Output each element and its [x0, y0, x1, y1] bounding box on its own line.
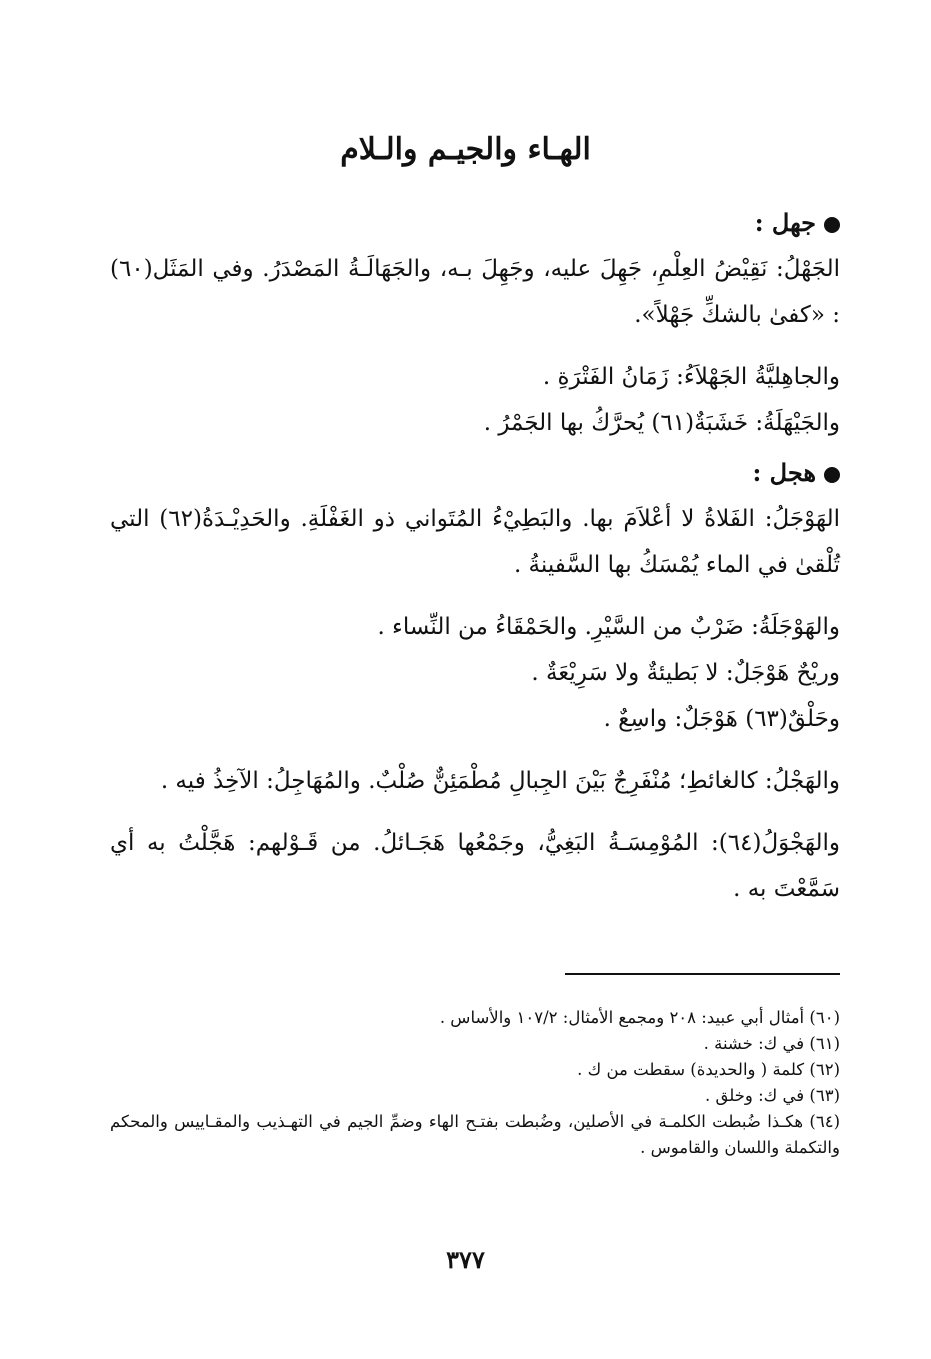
entry-jahl	[110, 200, 840, 446]
section-title: الهـاء والجيـم والـلام	[340, 132, 591, 167]
footnote: (٦٣) في ك: وخلق .	[704, 1086, 840, 1105]
entry-text: والجاهِليَّةُ الجَهْلاَءُ: زَمَانُ الفَتْرَةِ .	[542, 364, 840, 390]
entry-text: والهَجْلُ: كالغائطِ؛ مُنْفَرِجٌ بَيْنَ الجِبالِ مُطْمَئِنٌّ صُلْبٌ. والمُهَاجِلُ: الآخِذُ فيه .	[160, 768, 840, 794]
entry-text: الجَهْلُ: نَقِيْضُ العِلْمِ، جَهِلَ عليه، وجَهِلَ بـه، والجَهَالَـةُ المَصْدَرُ. وفي المَثَل(٦٠) : «كفىٰ بالشكِّ جَهْلاً».	[110, 256, 840, 328]
entry-heading: هجل :	[110, 450, 840, 496]
entry-text: والهَوْجَلَةُ: ضَرْبٌ من السَّيْرِ. والحَمْقَاءُ من النِّساء .	[377, 614, 840, 640]
bullet-icon	[824, 467, 840, 483]
footnote: (٦١) في ك: خشنة .	[703, 1034, 840, 1053]
entry-text: والجَيْهَلَةُ: خَشَبَةٌ(٦١) يُحرَّكُ بها الجَمْرُ .	[483, 410, 840, 436]
footnote: (٦٠) أمثال أبي عبيد: ٢٠٨ ومجمع الأمثال: ١٠٧/٢ والأساس .	[439, 1008, 840, 1027]
footnote: (٦٤) هكـذا ضُبطت الكلمـة في الأصلين، وضُبطت بفتـح الهاء وضمِّ الجيم في التهـذيب والمقـاييس والمحكم والتكملة واللسان والقاموس .	[110, 1112, 840, 1157]
footnote: (٦٢) كلمة ( والحديدة) سقطت من ك .	[577, 1060, 840, 1079]
footnote-divider	[565, 973, 840, 975]
entry-text: وريْحٌ هَوْجَلٌ: لا بَطيئةٌ ولا سَرِيْعَةٌ .	[531, 660, 840, 686]
page-number: ٣٧٧	[446, 1245, 485, 1274]
bullet-icon	[824, 217, 840, 233]
footnotes	[110, 1005, 840, 1161]
entry-hajl	[110, 450, 840, 912]
entry-text: وحَلْقٌ(٦٣) هَوْجَلٌ: واسِعٌ .	[603, 706, 840, 732]
entry-heading: جهل :	[110, 200, 840, 246]
entry-text: الهَوْجَلُ: الفَلاةُ لا أعْلاَمَ بها. والبَطِيْءُ المُتَواني ذو الغَفْلَةِ. والحَدِيْـدَةُ(٦٢) التي تُلْقىٰ في الماء يُمْسَكُ بها السَّفينةُ .	[110, 506, 841, 578]
entry-text: والهَجْوَلُ(٦٤): المُوْمِسَـةُ البَغِيُّ، وجَمْعُها هَجَـائلُ. من قَـوْلهم: هَجَّلْتُ به أي سَمَّعْتَ به .	[110, 830, 840, 902]
